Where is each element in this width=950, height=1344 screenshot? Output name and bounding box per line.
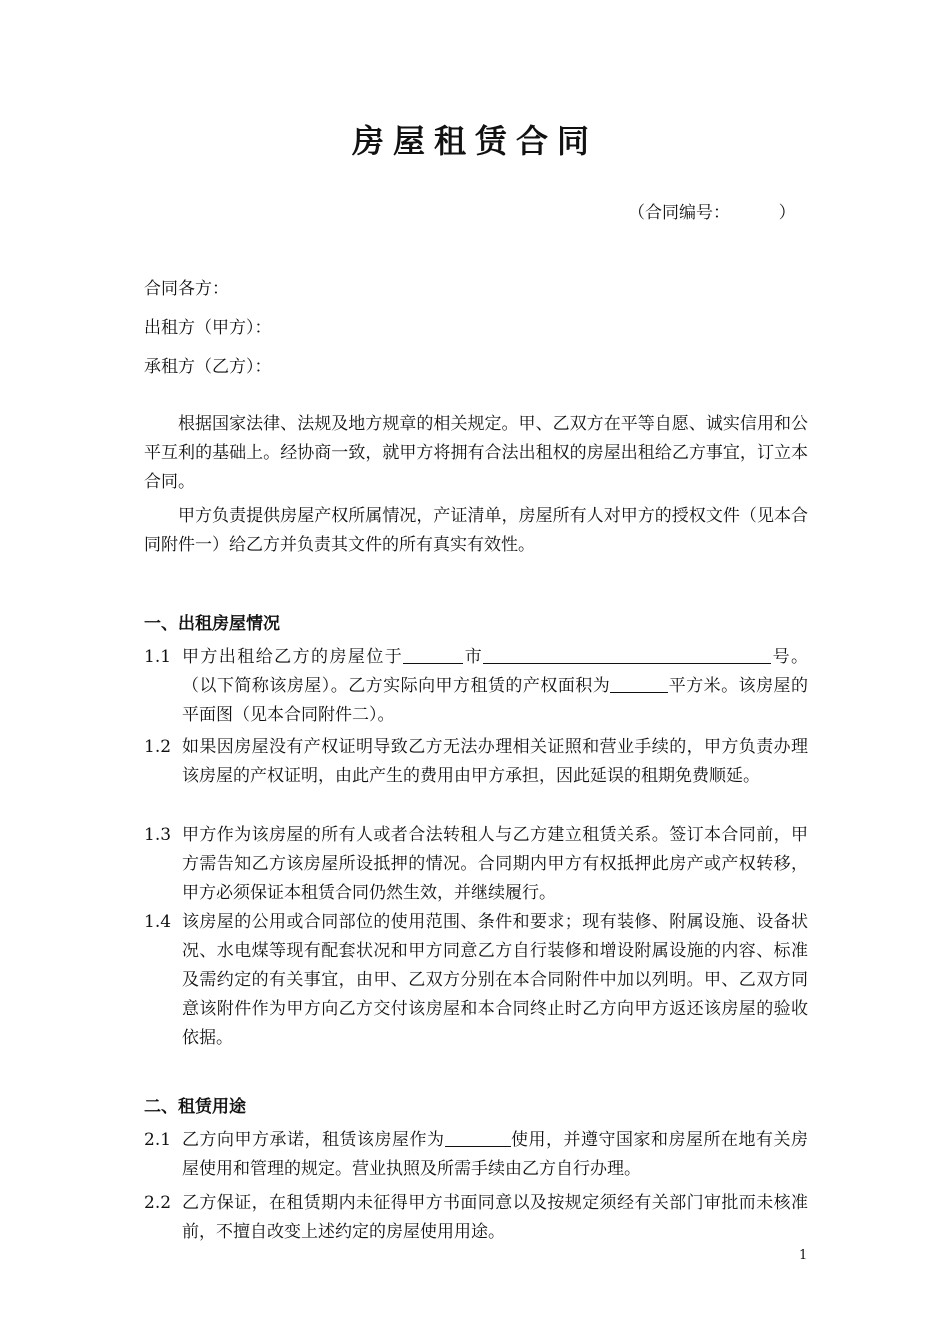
clause-number: 2.2 [144, 1193, 172, 1213]
clause-number: 1.2 [144, 737, 172, 757]
clause-text: 乙方向甲方承诺，租赁该房屋作为 [182, 1130, 445, 1150]
clause-number: 1.3 [144, 825, 172, 845]
clause-text: 平方米。该房屋的平面图（见本合同附件二）。 [182, 676, 809, 725]
section-1-heading: 一、出租房屋情况 [144, 614, 280, 634]
clause-2-2 [144, 1189, 808, 1247]
blank-address[interactable] [483, 645, 771, 664]
intro-paragraph-1: 根据国家法律、法规及地方规章的相关规定。甲、乙双方在平等自愿、诚实信用和公平互利的基础上。经协商一致，就甲方将拥有合法出租权的房屋出租给乙方事宜，订立本合同。 [144, 414, 808, 492]
clause-text: 甲方出租给乙方的房屋位于 [182, 647, 404, 667]
intro-paragraph-2: 甲方负责提供房屋产权所属情况，产证清单，房屋所有人对甲方的授权文件（见本合同附件一）给乙方并负责其文件的所有真实有效性。 [144, 506, 808, 555]
clause-number: 1.1 [144, 647, 172, 667]
clause-body [182, 1126, 808, 1184]
page-number: 1 [799, 1248, 808, 1263]
clause-body: 乙方保证，在租赁期内未征得甲方书面同意以及按规定须经有关部门审批而未核准前，不擅自改变上述约定的房屋使用用途。 [182, 1193, 808, 1242]
clause-body: 甲方作为该房屋的所有人或者合法转租人与乙方建立租赁关系。签订本合同前，甲方需告知乙方该房屋所设抵押的情况。合同期内甲方有权抵押此房产或产权转移，甲方必须保证本租赁合同仍然生效，并继续履行。 [182, 825, 808, 903]
blank-area[interactable] [610, 674, 668, 693]
lessor-label: 出租方（甲方）： [144, 318, 272, 338]
clause-body [182, 643, 808, 730]
clause-1-1 [144, 643, 808, 730]
clause-body: 如果因房屋没有产权证明导致乙方无法办理相关证照和营业手续的，甲方负责办理该房屋的产权证明，由此产生的费用由甲方承担，因此延误的租期免费顺延。 [182, 737, 808, 786]
clause-number: 2.1 [144, 1130, 172, 1150]
clause-text: 号。（以下简称该房屋）。乙方实际向甲方租赁的产权面积为 [182, 647, 808, 696]
section-2-heading: 二、租赁用途 [144, 1097, 246, 1117]
clause-body: 该房屋的公用或合同部位的使用范围、条件和要求；现有装修、附属设施、设备状况、水电煤等现有配套状况和甲方同意乙方自行装修和增设附属设施的内容、标准及需约定的有关事宜，由甲、乙双方分别在本合同附件中加以列明。甲、乙双方同意该附件作为甲方向乙方交付该房屋和本合同终止时乙方向甲方返还该房屋的验收依据。 [182, 912, 808, 1048]
contract-number: （合同编号： ） [628, 203, 796, 223]
clause-1-4 [144, 908, 808, 1053]
blank-city[interactable] [403, 645, 463, 664]
blank-usage[interactable] [445, 1128, 511, 1147]
clause-text: 市 [463, 647, 484, 667]
document-title: 房屋租赁合同 [351, 122, 598, 160]
clause-number: 1.4 [144, 912, 172, 932]
clause-1-3 [144, 821, 808, 908]
parties-label: 合同各方： [144, 279, 229, 299]
clause-1-2 [144, 733, 808, 791]
clause-2-1 [144, 1126, 808, 1184]
lessee-label: 承租方（乙方）： [144, 357, 272, 377]
clause-text: 使用，并遵守国家和房屋所在地有关房屋使用和管理的规定。营业执照及所需手续由乙方自行办理。 [182, 1130, 808, 1179]
